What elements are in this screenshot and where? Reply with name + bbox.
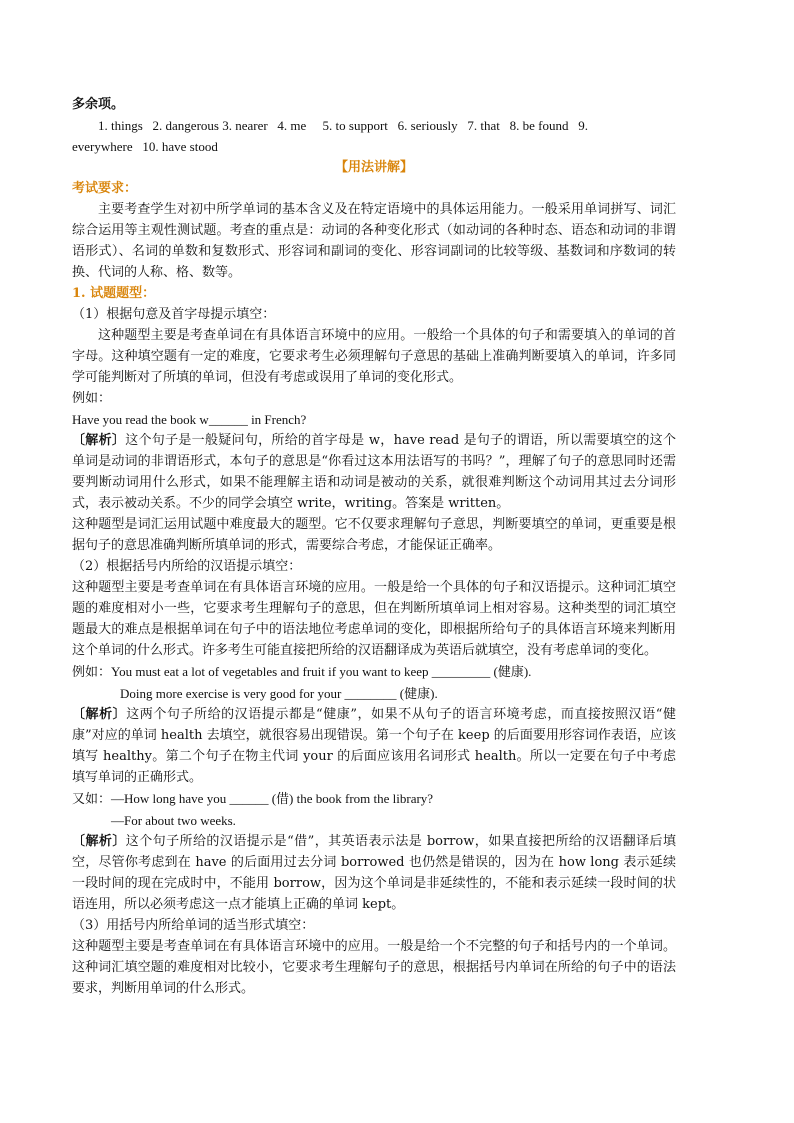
type2-analysis-text: 这两个句子所给的汉语提示都是“健康”，如果不从句子的语言环境考虑，而直接按照汉语“健康”对应的单词 health 去填空，就很容易出现错误。第一个句子在 keep 的后面要用形容词作表语，应该填写 healthy。第二个句子在物主代词 your 的后面应该用名词形式 health。所以一定要在句子中考虑填写单词的正确形式。 bbox=[72, 707, 676, 785]
exam-requirements-text: 主要考查学生对初中所学单词的基本含义及在特定语境中的具体运用能力。一般采用单词拼写、词汇综合运用等主观性测试题。考查的重点是：动词的各种变化形式（如动词的各种时态、语态和动词的非谓语形式）、名词的单数和复数形式、形容词和副词的变化、形容词副词的比较等级、基数词和序数词的转换、代词的人称、格、数等。 bbox=[72, 202, 676, 280]
analysis-label: 〔解析〕 bbox=[72, 433, 126, 448]
type1-analysis bbox=[72, 430, 676, 514]
type1-analysis-text: 这个句子是一般疑问句，所给的首字母是 w，have read 是句子的谓语，所以需要填空的这个单词是动词的非谓语形式，本句子的意思是“你看过这本用法语写的书吗？”，理解了句子的意思同时还需要判断动词用什么形式，如果不能理解主语和动词是被动的关系，就很难判断这个动词用其过去分词形式，表示被动关系。不少的同学会填空 write，writing。答案是 written。 bbox=[72, 433, 676, 511]
top-line: 多余项。 bbox=[72, 97, 125, 112]
type2-text: 这种题型主要是考查单词在有具体语言环境的应用。一般是给一个具体的句子和汉语提示。这种词汇填空题的难度相对小一些，它要求考生理解句子的意思，但在判断所填单词上相对容易。这种类型的词汇填空题最大的难点是根据单词在句子中的语法地位考虑单词的变化，即根据所给句子的具体语言环境来判断用这个单词的什么形式。许多考生可能直接把所给的汉语翻译成为英语后就填空，没有考虑单词的变化。 bbox=[72, 580, 676, 658]
section-title: 【用法讲解】 bbox=[334, 160, 413, 175]
analysis-label: 〔解析〕 bbox=[72, 707, 127, 722]
type3-text: 这种题型主要是考查单词在有具体语言环境中的应用。一般是给一个不完整的句子和括号内的一个单词。这种词汇填空题的难度相对比较小，它要求考生理解句子的意思，根据括号内单词在所给的句子中的语法要求，判断用单词的什么形式。 bbox=[72, 939, 676, 996]
answers-line-2: everywhere 10. have stood bbox=[72, 139, 218, 154]
type2-again-1-text: —How long have you ______ (借) the book from the library? bbox=[111, 791, 434, 806]
question-types-heading: 1. 试题题型： bbox=[72, 286, 156, 301]
type1-example: Have you read the book w______ in French? bbox=[72, 412, 307, 427]
type2-heading: （2）根据括号内所给的汉语提示填空： bbox=[72, 559, 302, 574]
document-page bbox=[72, 94, 676, 999]
type2-again-2: —For about two weeks. bbox=[111, 813, 236, 828]
answers-line-1: 1. things 2. dangerous 3. nearer 4. me 5. to support 6. seriously 7. that 8. be found 9. bbox=[98, 118, 588, 133]
type2-analysis bbox=[72, 704, 676, 788]
type2-example-2: Doing more exercise is very good for your ________ (健康). bbox=[120, 686, 438, 701]
type1-heading: （1）根据句意及首字母提示填空： bbox=[72, 307, 276, 322]
type1-text: 这种题型主要是考查单词在有具体语言环境中的应用。一般给一个具体的句子和需要填入的单词的首字母。这种填空题有一定的难度，它要求考生必须理解句子意思的基础上准确判断要填入的单词，许多同学可能判断对了所填的单词，但没有考虑或误用了单词的变化形式。 bbox=[72, 328, 676, 385]
type2-again-1 bbox=[72, 788, 676, 810]
type2-example-label: 例如： bbox=[72, 665, 112, 680]
type2-example-1 bbox=[72, 661, 676, 683]
type2-analysis-2-text: 这个句子所给的汉语提示是“借”，其英语表示法是 borrow，如果直接把所给的汉语翻译后填空，尽管你考虑到在 have 的后面用过去分词 borrowed 也仍然是错误的，因为在 how long 表示延续一段时间的现在完成时中，不能用 borrow，因为这个单词是非延续性的，不能和表示延续一段时间的状语连用，所以必须考虑这一点才能填上正确的单词 kept。 bbox=[72, 834, 676, 912]
type2-analysis-2 bbox=[72, 831, 676, 915]
type2-again-label: 又如： bbox=[72, 792, 112, 807]
type3-heading: （3）用括号内所给单词的适当形式填空： bbox=[72, 918, 315, 933]
analysis-label: 〔解析〕 bbox=[72, 834, 126, 849]
type1-summary: 这种题型是词汇运用试题中难度最大的题型。它不仅要求理解句子意思，判断要填空的单词，更重要是根据句子的意思准确判断所填单词的形式，需要综合考虑，才能保证正确率。 bbox=[72, 517, 676, 553]
type2-example-1-text: You must eat a lot of vegetables and fruit if you want to keep _________ (健康). bbox=[111, 664, 532, 679]
exam-requirements-heading: 考试要求： bbox=[72, 181, 138, 196]
example-label: 例如： bbox=[72, 391, 112, 406]
